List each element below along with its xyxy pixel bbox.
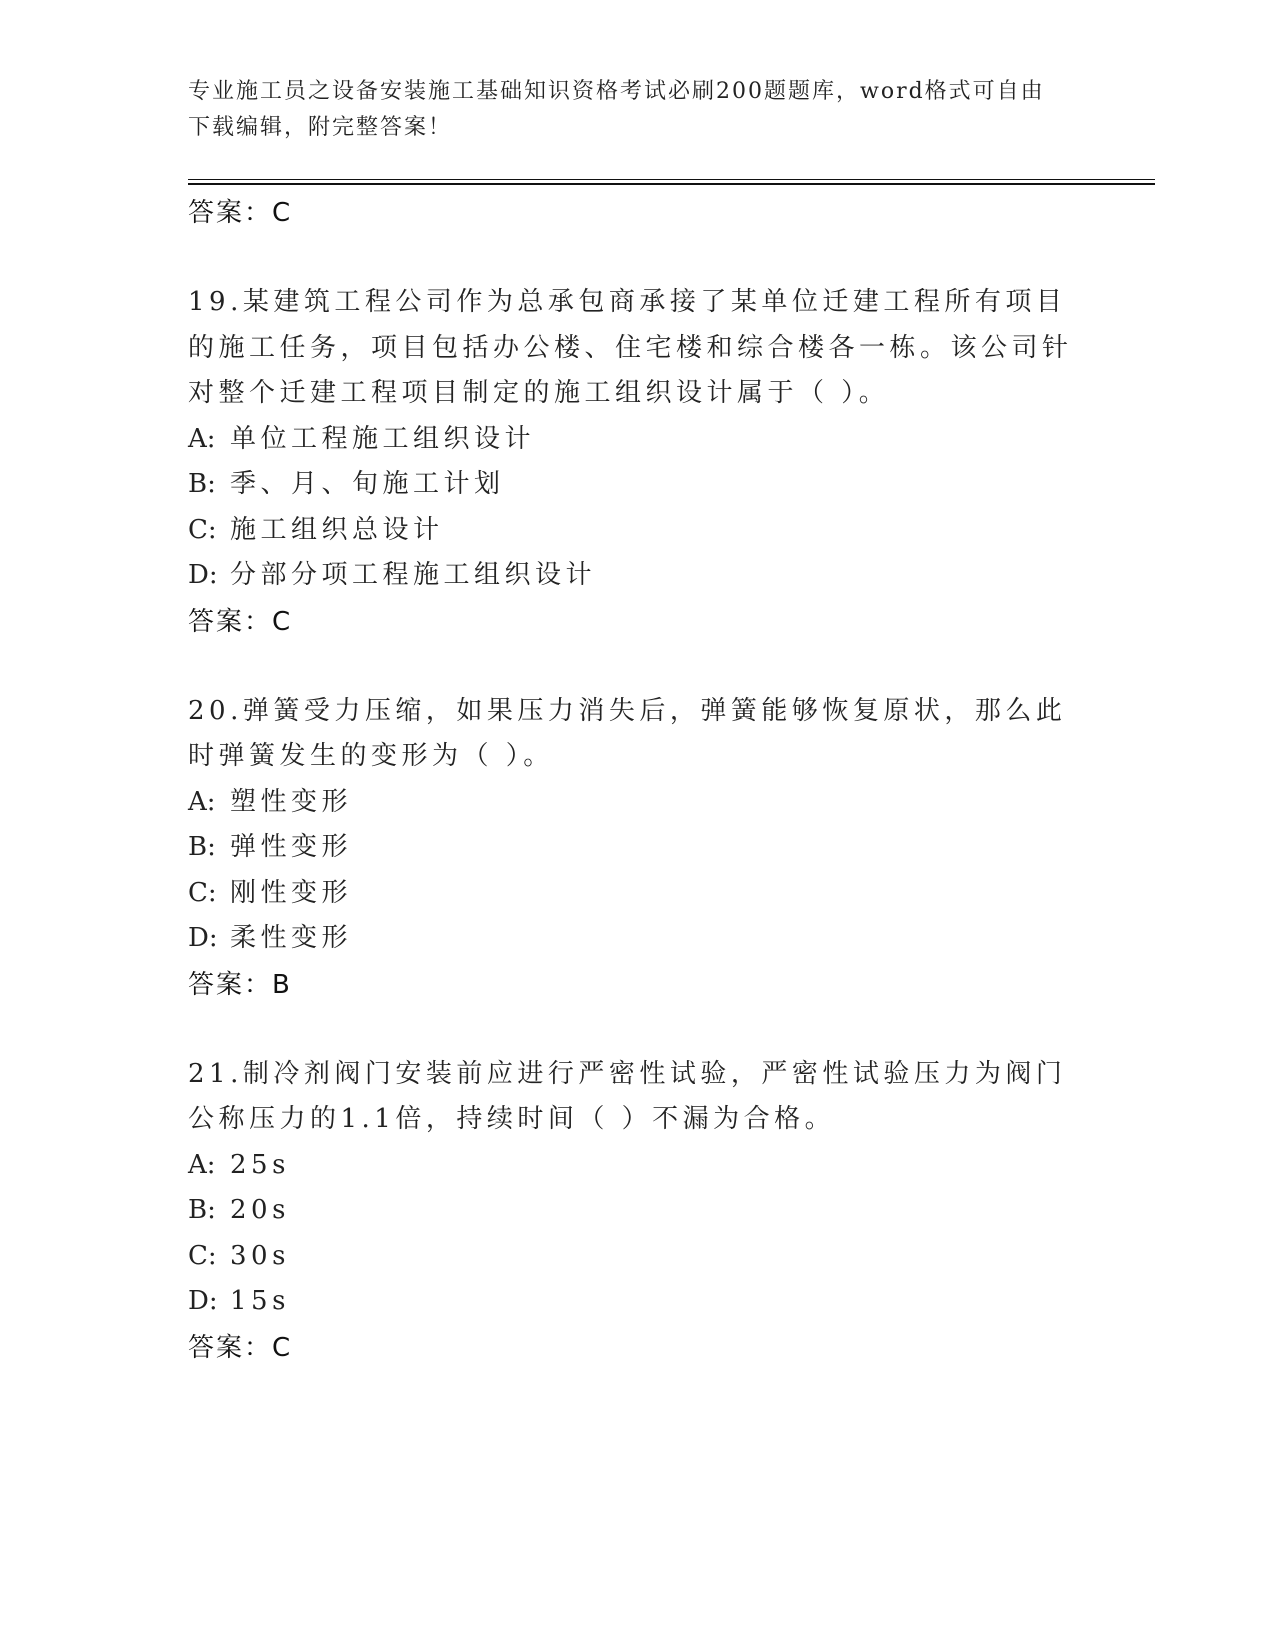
option-c (188, 1234, 1088, 1280)
option-letter: B: (188, 1195, 216, 1225)
answer-line: 答案：B (188, 969, 292, 1000)
option-b (188, 1188, 1088, 1234)
header-rule-thin (188, 179, 1155, 180)
option-text: 25s (230, 1149, 290, 1180)
option-a (188, 417, 1088, 463)
option-letter: A: (188, 423, 216, 454)
option-text: 20s (230, 1195, 290, 1225)
option-letter: D: (188, 1286, 218, 1316)
document-body (188, 190, 1088, 1371)
option-text: 单位工程施工组织设计 (230, 423, 536, 454)
option-c (188, 508, 1088, 554)
answer-line: 答案：C (188, 198, 293, 228)
option-text: 分部分项工程施工组织设计 (230, 560, 597, 590)
option-text: 塑性变形 (230, 786, 353, 817)
option-text: 15s (230, 1286, 290, 1316)
option-text: 施工组织总设计 (230, 514, 444, 545)
option-text: 刚性变形 (230, 877, 353, 908)
option-c (188, 871, 1088, 917)
option-letter: A: (188, 786, 216, 817)
option-letter: D: (188, 923, 218, 953)
question-stem: 19.某建筑工程公司作为总承包商承接了某单位迁建工程所有项目的施工任务，项目包括办公楼、住宅楼和综合楼各一栋。该公司针对整个迁建工程项目制定的施工组织设计属于（ ）。 (188, 287, 1073, 408)
option-a (188, 1143, 1088, 1189)
option-letter: B: (188, 832, 216, 862)
option-letter: C: (188, 514, 217, 545)
question-block (188, 1052, 1088, 1371)
option-a (188, 780, 1088, 826)
option-text: 弹性变形 (230, 832, 353, 862)
option-d (188, 1279, 1088, 1325)
option-b (188, 462, 1088, 508)
page-header: 专业施工员之设备安装施工基础知识资格考试必刷200题题库，word格式可自由下载编辑，附完整答案！ (188, 79, 1045, 140)
question-block (188, 280, 1088, 645)
option-d (188, 916, 1088, 962)
header-rule-thick (188, 183, 1155, 185)
option-letter: A: (188, 1149, 216, 1180)
option-text: 30s (230, 1240, 290, 1271)
option-letter: D: (188, 560, 218, 590)
option-d (188, 553, 1088, 599)
option-b (188, 825, 1088, 871)
option-letter: B: (188, 469, 216, 499)
answer-line: 答案：C (188, 606, 293, 637)
question-block (188, 689, 1088, 1008)
question-stem: 21.制冷剂阀门安装前应进行严密性试验，严密性试验压力为阀门公称压力的1.1倍，持续时间（ ）不漏为合格。 (188, 1058, 1067, 1134)
option-text: 季、月、旬施工计划 (230, 469, 505, 499)
option-letter: C: (188, 1240, 217, 1271)
option-letter: C: (188, 877, 217, 908)
option-text: 柔性变形 (230, 923, 353, 953)
answer-line: 答案：C (188, 1332, 293, 1363)
question-stem: 20.弹簧受力压缩，如果压力消失后，弹簧能够恢复原状，那么此时弹簧发生的变形为（ ）。 (188, 695, 1067, 771)
